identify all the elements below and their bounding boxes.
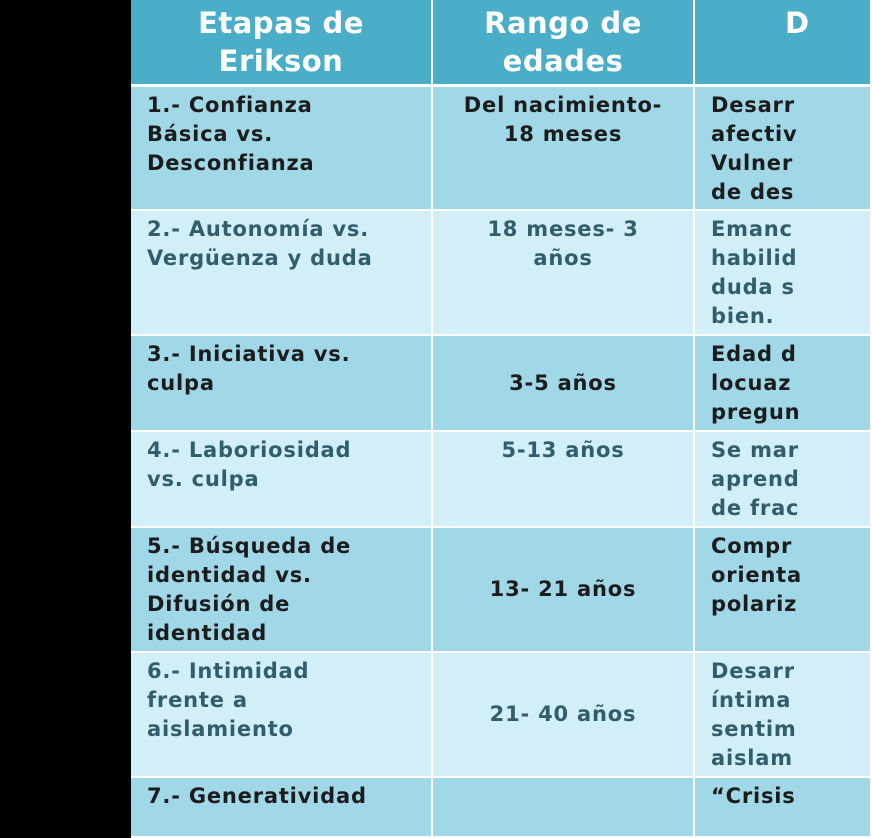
table-row (131, 527, 871, 652)
table-row (131, 431, 871, 527)
description-cell: Desarr íntima sentim aislam (694, 652, 871, 777)
stage-cell: 4.- Laboriosidad vs. culpa (131, 431, 432, 527)
description-cell: Edad d locuaz pregun (694, 335, 871, 431)
table-row (131, 210, 871, 335)
stage-cell: 5.- Búsqueda de identidad vs. Difusión de identidad (131, 527, 432, 652)
stage-cell: 3.- Iniciativa vs. culpa (131, 335, 432, 431)
header-ages: Rango de edades (432, 0, 694, 85)
age-cell: 21- 40 años (432, 652, 694, 777)
description-cell: Se mar aprend de frac (694, 431, 871, 527)
age-cell: 5-13 años (432, 431, 694, 527)
table-row (131, 652, 871, 777)
age-cell: 13- 21 años (432, 527, 694, 652)
description-cell: Compr orienta polariz (694, 527, 871, 652)
age-cell: 3-5 años (432, 335, 694, 431)
stage-cell: 1.- Confianza Básica vs. Desconfianza (131, 85, 432, 210)
stage-cell: 6.- Intimidad frente a aislamiento (131, 652, 432, 777)
age-cell: 18 meses- 3 años (432, 210, 694, 335)
description-cell: Desarr afectiv Vulner de des (694, 85, 871, 210)
header-description: D (694, 0, 871, 85)
table-row (131, 777, 871, 837)
erikson-stages-table (131, 0, 872, 838)
age-cell (432, 777, 694, 837)
header-stages: Etapas de Erikson (131, 0, 432, 85)
description-cell: Emanc habilid duda s bien. (694, 210, 871, 335)
left-black-band (0, 0, 130, 800)
header-row (131, 0, 871, 85)
description-cell: “Crisis (694, 777, 871, 837)
age-cell: Del nacimiento- 18 meses (432, 85, 694, 210)
table-row (131, 85, 871, 210)
stage-cell: 7.- Generatividad (131, 777, 432, 837)
table-row (131, 335, 871, 431)
stage-cell: 2.- Autonomía vs. Vergüenza y duda (131, 210, 432, 335)
